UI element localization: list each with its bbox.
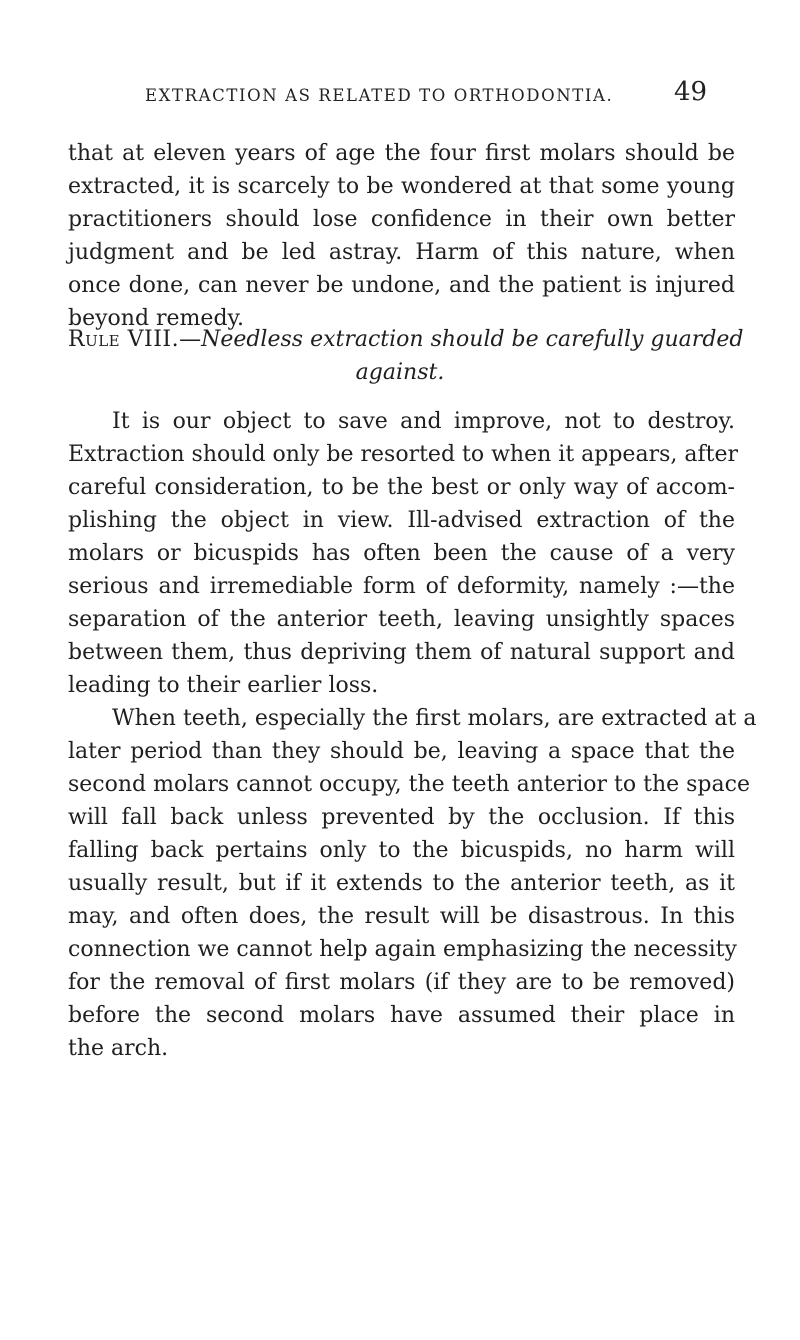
paragraph-line: before the second molars have assumed their place in — [68, 1003, 735, 1028]
paragraph-line: between them, thus depriving them of natural support and — [68, 640, 735, 665]
paragraph-line: usually result, but if it extends to the anterior teeth, as it — [68, 871, 735, 896]
rule-heading — [68, 323, 744, 356]
paragraph-line: judgment and be led astray. Harm of this nature, when — [68, 240, 735, 265]
paragraph-line: connection we cannot help again emphasizing the necessity — [68, 937, 737, 962]
paragraph-line: plishing the object in view. Ill-advised extraction of the — [68, 508, 735, 533]
paragraph-line: later period than they should be, leaving a space that the — [68, 739, 735, 764]
rule-label: Rule VIII. — [68, 327, 180, 352]
paragraph-line: molars or bicuspids has often been the cause of a very — [68, 541, 735, 566]
paragraph-line: serious and irremediable form of deformity, namely :—the — [68, 574, 735, 599]
page-number: 49 — [674, 77, 708, 107]
paragraph-line: second molars cannot occupy, the teeth anterior to the space — [68, 772, 750, 797]
rule-dash: — — [179, 327, 202, 352]
paragraph-line: falling back pertains only to the bicuspids, no harm will — [68, 838, 735, 863]
paragraph-line: Extraction should only be resorted to when it appears, after — [68, 442, 739, 467]
paragraph-line: practitioners should lose confidence in their own better — [68, 207, 735, 232]
paragraph-line: may, and often does, the result will be disastrous. In this — [68, 904, 735, 929]
rule-title-continuation: against. — [355, 360, 445, 385]
paragraph-line: for the removal of first molars (if they are to be removed) — [68, 970, 735, 995]
paragraph-line: When teeth, especially the first molars, are extracted at a — [112, 706, 757, 731]
paragraph-line: beyond remedy. — [68, 306, 245, 331]
paragraph-line: It is our object to save and improve, not to destroy. — [112, 409, 735, 434]
paragraph-line: leading to their earlier loss. — [68, 673, 379, 698]
paragraph-line: separation of the anterior teeth, leaving unsightly spaces — [68, 607, 735, 632]
paragraph-line: that at eleven years of age the four first molars should be — [68, 141, 735, 166]
paragraph-line: extracted, it is scarcely to be wondered at that some young — [68, 174, 735, 199]
paragraph-line: will fall back unless prevented by the occlusion. If this — [68, 805, 735, 830]
paragraph-line: the arch. — [68, 1036, 169, 1061]
paragraph-line: once done, can never be undone, and the patient is injured — [68, 273, 735, 298]
paragraph-line: careful consideration, to be the best or only way of accom- — [68, 475, 735, 500]
rule-title: Needless extraction should be carefully guarded — [201, 327, 744, 352]
running-head: EXTRACTION AS RELATED TO ORTHODONTIA. — [145, 86, 614, 105]
